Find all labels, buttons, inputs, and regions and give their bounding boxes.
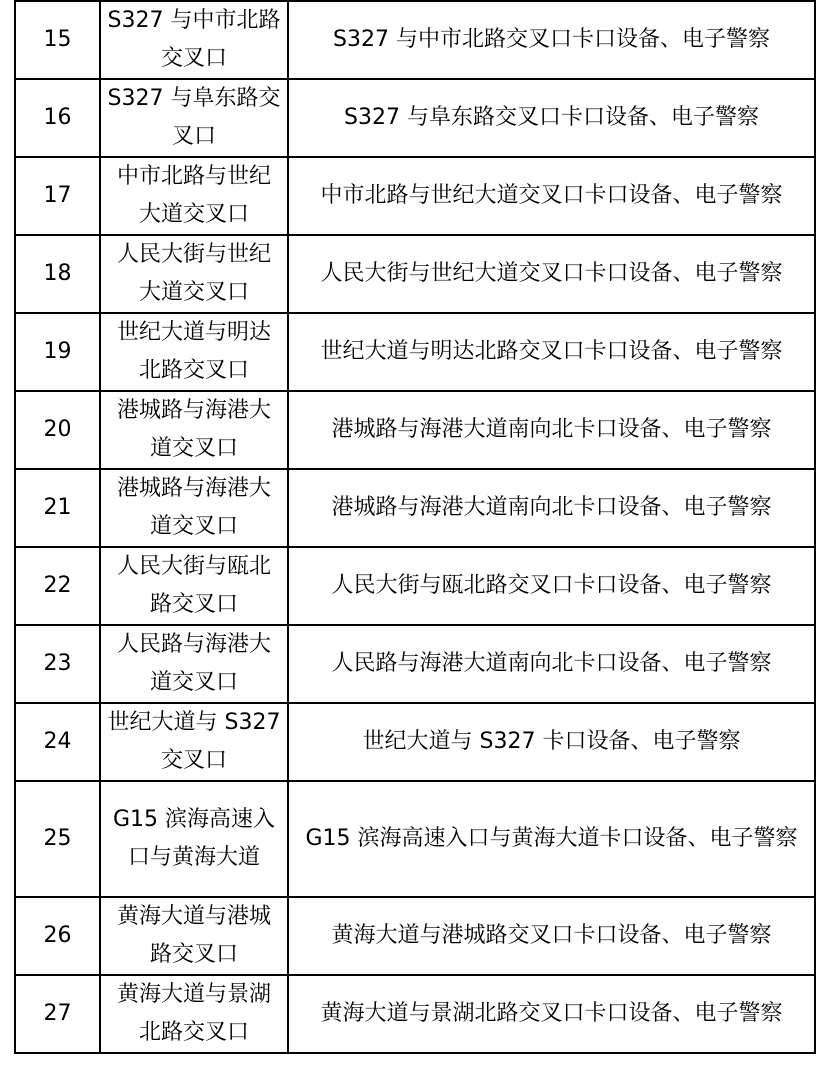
row-location: 世纪大道与 S327 交叉口 — [100, 703, 288, 781]
table-row — [15, 897, 815, 975]
table-row — [15, 157, 815, 235]
row-number: 16 — [15, 79, 100, 157]
row-number: 20 — [15, 391, 100, 469]
row-content: 港城路与海港大道南向北卡口设备、电子警察 — [288, 469, 815, 547]
row-content: 黄海大道与景湖北路交叉口卡口设备、电子警察 — [288, 975, 815, 1053]
table-row — [15, 79, 815, 157]
table-row — [15, 781, 815, 897]
row-location: 人民大街与瓯北路交叉口 — [100, 547, 288, 625]
table-row — [15, 1, 815, 79]
row-content: S327 与阜东路交叉口卡口设备、电子警察 — [288, 79, 815, 157]
row-location: S327 与阜东路交叉口 — [100, 79, 288, 157]
row-location: 港城路与海港大道交叉口 — [100, 469, 288, 547]
table-row — [15, 547, 815, 625]
row-content: 人民大街与瓯北路交叉口卡口设备、电子警察 — [288, 547, 815, 625]
row-content: 人民大街与世纪大道交叉口卡口设备、电子警察 — [288, 235, 815, 313]
row-number: 24 — [15, 703, 100, 781]
row-number: 17 — [15, 157, 100, 235]
table-row — [15, 703, 815, 781]
row-number: 19 — [15, 313, 100, 391]
row-number: 23 — [15, 625, 100, 703]
row-content: 人民路与海港大道南向北卡口设备、电子警察 — [288, 625, 815, 703]
table-row — [15, 975, 815, 1053]
row-number: 26 — [15, 897, 100, 975]
row-number: 22 — [15, 547, 100, 625]
row-content: 世纪大道与 S327 卡口设备、电子警察 — [288, 703, 815, 781]
row-location: 世纪大道与明达北路交叉口 — [100, 313, 288, 391]
row-content: G15 滨海高速入口与黄海大道卡口设备、电子警察 — [288, 781, 815, 897]
row-number: 18 — [15, 235, 100, 313]
row-location: 中市北路与世纪大道交叉口 — [100, 157, 288, 235]
row-content: 中市北路与世纪大道交叉口卡口设备、电子警察 — [288, 157, 815, 235]
table-row — [15, 625, 815, 703]
row-number: 25 — [15, 781, 100, 897]
row-content: 港城路与海港大道南向北卡口设备、电子警察 — [288, 391, 815, 469]
row-location: 人民路与海港大道交叉口 — [100, 625, 288, 703]
row-location: 黄海大道与景湖北路交叉口 — [100, 975, 288, 1053]
table-row — [15, 313, 815, 391]
row-location: S327 与中市北路交叉口 — [100, 1, 288, 79]
row-location: 人民大街与世纪大道交叉口 — [100, 235, 288, 313]
table-row — [15, 469, 815, 547]
row-number: 21 — [15, 469, 100, 547]
row-number: 15 — [15, 1, 100, 79]
row-location: 港城路与海港大道交叉口 — [100, 391, 288, 469]
row-location: G15 滨海高速入口与黄海大道 — [100, 781, 288, 897]
row-location: 黄海大道与港城路交叉口 — [100, 897, 288, 975]
equipment-table — [14, 0, 816, 1054]
row-number: 27 — [15, 975, 100, 1053]
row-content: S327 与中市北路交叉口卡口设备、电子警察 — [288, 1, 815, 79]
row-content: 黄海大道与港城路交叉口卡口设备、电子警察 — [288, 897, 815, 975]
table-row — [15, 391, 815, 469]
row-content: 世纪大道与明达北路交叉口卡口设备、电子警察 — [288, 313, 815, 391]
table-row — [15, 235, 815, 313]
